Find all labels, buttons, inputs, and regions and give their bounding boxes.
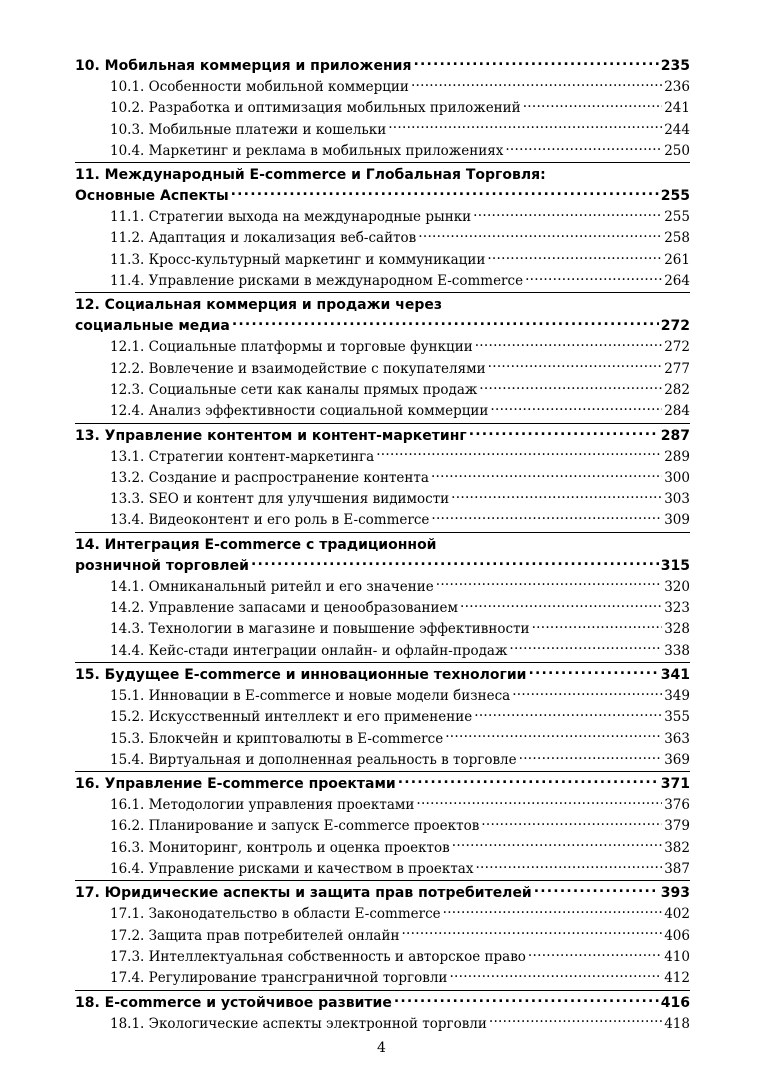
section-page-number: 382	[664, 839, 690, 856]
toc-chapter	[75, 292, 690, 422]
chapter-page-number: 287	[660, 427, 690, 444]
dot-leader	[452, 838, 662, 852]
toc-section-entry[interactable]	[75, 904, 690, 925]
toc-section-entry[interactable]	[75, 968, 690, 989]
chapter-title-row	[75, 426, 690, 447]
section-page-number: 289	[664, 448, 690, 465]
dot-leader	[418, 229, 662, 243]
chapter-title-row	[75, 186, 690, 207]
chapter-page-number: 371	[660, 776, 690, 793]
toc-section-entry[interactable]	[75, 401, 690, 422]
toc-chapter	[75, 771, 690, 880]
section-title: 15.2. Искусственный интеллект и его применение	[110, 709, 473, 726]
toc-section-entry[interactable]	[75, 641, 690, 662]
toc-section-entry[interactable]	[75, 926, 690, 947]
dot-leader	[413, 56, 658, 70]
section-title: 14.1. Омниканальный ритейл и его значение	[110, 578, 434, 595]
chapter-title-row	[75, 316, 690, 337]
toc-section-entry[interactable]	[75, 489, 690, 510]
chapter-title: 13. Управление контентом и контент-маркетинг	[75, 427, 467, 444]
toc-chapter	[75, 662, 690, 771]
section-title: 15.4. Виртуальная и дополненная реальность в торговле	[110, 751, 517, 768]
dot-leader	[431, 511, 662, 525]
section-title: 16.3. Мониторинг, контроль и оценка проектов	[110, 839, 450, 856]
section-page-number: 320	[664, 578, 690, 595]
section-page-number: 258	[664, 230, 690, 247]
dot-leader	[473, 208, 662, 222]
toc-chapter	[75, 880, 690, 989]
toc-section-entry[interactable]	[75, 337, 690, 358]
section-title: 16.1. Методологии управления проектами	[110, 797, 415, 814]
dot-leader	[528, 947, 662, 961]
toc-section-entry[interactable]	[75, 795, 690, 816]
chapter-title: 16. Управление E-commerce проектами	[75, 776, 396, 793]
chapter-heading[interactable]	[75, 165, 690, 207]
chapter-page-number: 235	[660, 58, 690, 74]
section-page-number: 418	[664, 1015, 690, 1032]
dot-leader	[445, 729, 662, 743]
section-title: 11.2. Адаптация и локализация веб-сайтов	[110, 230, 417, 247]
section-title: 12.2. Вовлечение и взаимодействие с покупателями	[110, 360, 486, 377]
dot-leader	[487, 250, 662, 264]
toc-section-entry[interactable]	[75, 141, 690, 162]
section-title: 16.2. Планирование и запуск E-commerce проектов	[110, 818, 480, 835]
dot-leader	[505, 141, 662, 155]
dot-leader	[401, 926, 662, 940]
dot-leader	[488, 359, 663, 373]
dot-leader	[416, 796, 662, 810]
toc-section-entry[interactable]	[75, 598, 690, 619]
section-page-number: 402	[664, 906, 690, 923]
dot-leader	[388, 120, 662, 134]
section-title: 13.4. Видеоконтент и его роль в E-commerce	[110, 512, 430, 529]
toc-section-entry[interactable]	[75, 468, 690, 489]
section-title: 12.3. Социальные сети как каналы прямых продаж	[110, 381, 478, 398]
toc-section-entry[interactable]	[75, 707, 690, 728]
chapter-title: 10. Мобильная коммерция и приложения	[75, 58, 412, 74]
dot-leader	[523, 99, 663, 113]
section-page-number: 369	[664, 751, 690, 768]
page-number: 4	[377, 1040, 386, 1056]
section-page-number: 349	[664, 687, 690, 704]
section-page-number: 376	[664, 797, 690, 814]
chapter-title-row	[75, 556, 690, 577]
section-title: 15.1. Инновации в E-commerce и новые модели бизнеса	[110, 687, 511, 704]
dot-leader	[394, 993, 659, 1007]
section-page-number: 410	[664, 948, 690, 965]
dot-leader	[469, 426, 659, 440]
section-title: 11.4. Управление рисками в международном E-commerce	[110, 273, 524, 290]
dot-leader	[251, 556, 659, 570]
section-page-number: 282	[664, 381, 690, 398]
section-page-number: 328	[664, 621, 690, 638]
chapter-title: 17. Юридические аспекты и защита прав потребителей	[75, 885, 532, 902]
toc-section-entry[interactable]	[75, 207, 690, 228]
dot-leader	[398, 774, 659, 788]
section-title: 13.1. Стратегии контент-маркетинга	[110, 448, 375, 465]
chapter-title: социальные медиа	[75, 318, 230, 335]
section-title: 14.3. Технологии в магазине и повышение эффективности	[110, 621, 530, 638]
toc-chapter	[75, 56, 690, 162]
toc-section-entry[interactable]	[75, 1014, 690, 1035]
section-title: 17.1. Законодательство в области E-commerce	[110, 906, 441, 923]
dot-leader	[481, 817, 662, 831]
toc-section-entry[interactable]	[75, 729, 690, 750]
toc-chapter	[75, 532, 690, 662]
chapter-title-row	[75, 665, 690, 686]
section-title: 12.4. Анализ эффективности социальной коммерции	[110, 403, 489, 420]
dot-leader	[532, 620, 663, 634]
section-page-number: 379	[664, 818, 690, 835]
section-page-number: 355	[664, 709, 690, 726]
chapter-page-number: 341	[660, 666, 690, 683]
section-title: 14.2. Управление запасами и ценообразованием	[110, 600, 459, 617]
toc-section-entry[interactable]	[75, 838, 690, 859]
dot-leader	[512, 686, 662, 700]
section-title: 10.3. Мобильные платежи и кошельки	[110, 121, 387, 138]
section-title: 10.2. Разработка и оптимизация мобильных приложений	[110, 100, 521, 117]
toc-section-entry[interactable]	[75, 750, 690, 771]
chapter-heading[interactable]	[75, 665, 690, 686]
toc-chapter	[75, 990, 690, 1035]
chapter-heading[interactable]	[75, 993, 690, 1014]
chapter-page-number: 416	[660, 994, 690, 1011]
section-page-number: 387	[664, 861, 690, 878]
dot-leader	[451, 490, 662, 504]
toc-section-entry[interactable]	[75, 77, 690, 98]
section-page-number: 323	[664, 600, 690, 617]
chapter-title: 18. E-commerce и устойчивое развитие	[75, 994, 392, 1011]
dot-leader	[232, 316, 659, 330]
section-title: 11.1. Стратегии выхода на международные рынки	[110, 209, 472, 226]
chapter-page-number: 315	[660, 557, 690, 574]
section-page-number: 250	[664, 142, 690, 159]
dot-leader	[411, 78, 662, 92]
toc-section-entry[interactable]	[75, 228, 690, 249]
section-page-number: 284	[664, 403, 690, 420]
section-page-number: 309	[664, 512, 690, 529]
chapter-heading[interactable]	[75, 774, 690, 795]
chapter-page-number: 393	[660, 885, 690, 902]
chapter-heading[interactable]	[75, 56, 690, 77]
section-page-number: 406	[664, 927, 690, 944]
section-title: 17.4. Регулирование трансграничной торговли	[110, 970, 448, 987]
dot-leader	[376, 447, 662, 461]
dot-leader	[460, 599, 662, 613]
toc-section-entry[interactable]	[75, 250, 690, 271]
section-page-number: 241	[664, 100, 690, 117]
dot-leader	[474, 708, 662, 722]
dot-leader	[443, 905, 663, 919]
dot-leader	[528, 665, 658, 679]
section-title: 13.3. SEO и контент для улучшения видимости	[110, 491, 450, 508]
toc-section-entry[interactable]	[75, 577, 690, 598]
dot-leader	[489, 1014, 662, 1028]
dot-leader	[519, 750, 663, 764]
dot-leader	[431, 468, 662, 482]
chapter-title-row	[75, 56, 690, 77]
section-page-number: 244	[664, 121, 690, 138]
toc-section-entry[interactable]	[75, 619, 690, 640]
section-page-number: 338	[664, 642, 690, 659]
dot-leader	[490, 402, 662, 416]
chapter-title-line1: 11. Международный E-commerce и Глобальная Торговля:	[75, 167, 546, 184]
chapter-title-line1: 14. Интеграция E-commerce с традиционной	[75, 536, 437, 553]
toc-section-entry[interactable]	[75, 510, 690, 531]
toc-section-entry[interactable]	[75, 947, 690, 968]
section-title: 13.2. Создание и распространение контента	[110, 469, 429, 486]
section-page-number: 261	[664, 251, 690, 268]
toc-section-entry[interactable]	[75, 859, 690, 880]
dot-leader	[525, 272, 662, 286]
chapter-heading[interactable]	[75, 883, 690, 904]
chapter-title: Основные Аспекты	[75, 188, 229, 205]
chapter-title-line1: 12. Социальная коммерция и продажи через	[75, 297, 442, 314]
dot-leader	[436, 577, 662, 591]
toc-section-entry[interactable]	[75, 271, 690, 292]
toc-section-entry[interactable]	[75, 98, 690, 119]
section-title: 14.4. Кейс-стади интеграции онлайн- и офлайн-продаж	[110, 642, 508, 659]
dot-leader	[449, 969, 662, 983]
chapter-title-row	[75, 883, 690, 904]
toc-section-entry[interactable]	[75, 447, 690, 468]
section-title: 15.3. Блокчейн и криптовалюты в E-commerce	[110, 730, 444, 747]
section-title: 11.3. Кросс-культурный маркетинг и коммуникации	[110, 251, 486, 268]
section-page-number: 300	[664, 469, 690, 486]
section-title: 16.4. Управление рисками и качеством в проектах	[110, 861, 474, 878]
section-page-number: 412	[664, 970, 690, 987]
section-page-number: 277	[664, 360, 690, 377]
section-page-number: 272	[664, 339, 690, 356]
chapter-heading[interactable]	[75, 426, 690, 447]
section-title: 17.2. Защита прав потребителей онлайн	[110, 927, 400, 944]
section-title: 18.1. Экологические аспекты электронной торговли	[110, 1015, 487, 1032]
table-of-contents	[75, 56, 690, 1035]
toc-section-entry[interactable]	[75, 816, 690, 837]
chapter-page-number: 272	[660, 318, 690, 335]
section-title: 12.1. Социальные платформы и торговые функции	[110, 339, 473, 356]
toc-section-entry[interactable]	[75, 359, 690, 380]
toc-section-entry[interactable]	[75, 380, 690, 401]
section-page-number: 236	[664, 79, 690, 95]
section-page-number: 303	[664, 491, 690, 508]
dot-leader	[479, 380, 662, 394]
dot-leader	[475, 338, 663, 352]
dot-leader	[509, 641, 662, 655]
chapter-page-number: 255	[660, 188, 690, 205]
dot-leader	[475, 860, 662, 874]
chapter-title: 15. Будущее E-commerce и инновационные технологии	[75, 666, 527, 683]
toc-section-entry[interactable]	[75, 686, 690, 707]
chapter-title: розничной торговлей	[75, 557, 249, 574]
section-page-number: 255	[664, 209, 690, 226]
toc-section-entry[interactable]	[75, 120, 690, 141]
section-title: 17.3. Интеллектуальная собственность и авторское право	[110, 948, 526, 965]
chapter-title-row	[75, 993, 690, 1014]
section-page-number: 363	[664, 730, 690, 747]
toc-chapter	[75, 423, 690, 532]
chapter-title-row	[75, 774, 690, 795]
dot-leader	[231, 186, 659, 200]
section-title: 10.1. Особенности мобильной коммерции	[110, 79, 409, 95]
dot-leader	[534, 883, 659, 897]
chapter-heading[interactable]	[75, 535, 690, 577]
toc-chapter	[75, 162, 690, 292]
section-page-number: 264	[664, 273, 690, 290]
section-title: 10.4. Маркетинг и реклама в мобильных приложениях	[110, 142, 504, 159]
chapter-heading[interactable]	[75, 295, 690, 337]
